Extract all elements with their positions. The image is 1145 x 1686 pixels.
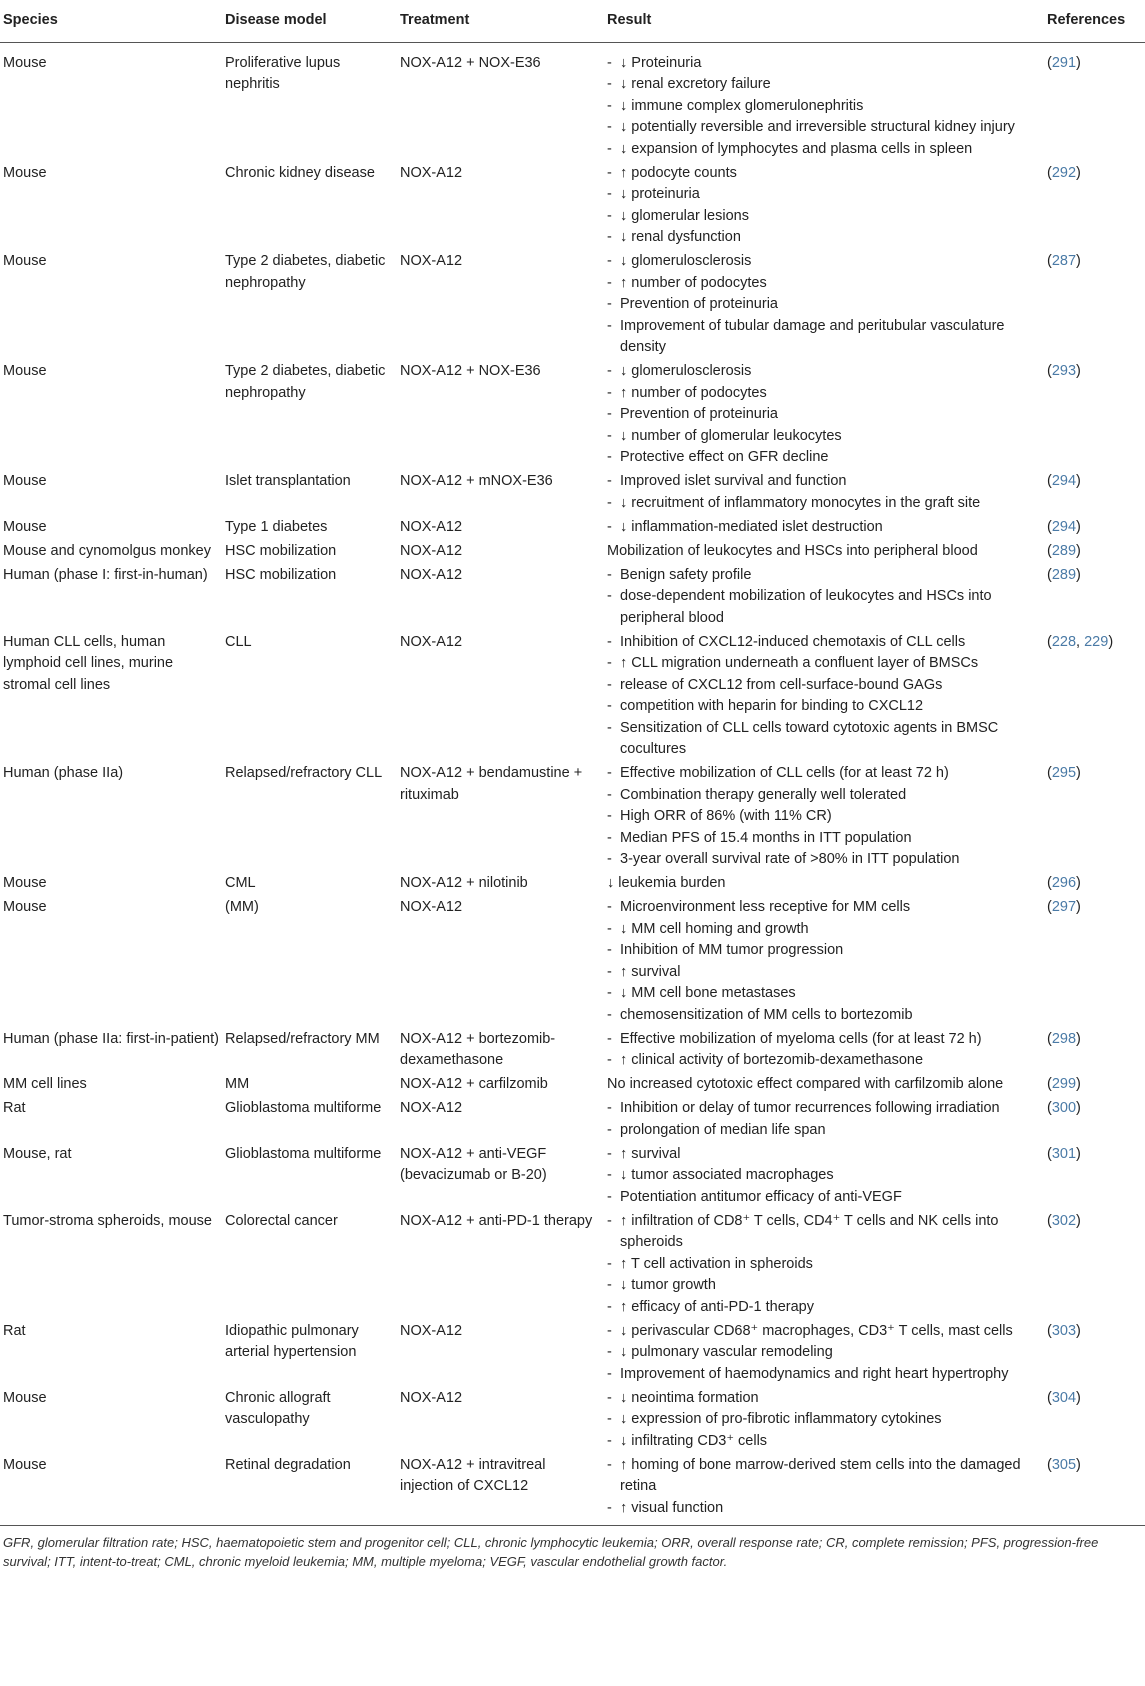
- result-list: [607, 517, 1041, 539]
- result-item: - ↑ clinical activity of bortezomib-dexamethasone: [607, 1050, 1041, 1072]
- result-list: [607, 471, 1041, 514]
- table-row: [0, 360, 1145, 470]
- cell-references: (287): [1047, 253, 1081, 269]
- table-row: [0, 42, 1145, 162]
- cell-species: Human (phase IIa): [3, 765, 124, 781]
- cell-disease-model: Islet transplantation: [225, 473, 351, 489]
- cell-references: (300): [1047, 1100, 1081, 1116]
- cell-treatment: NOX-A12 + anti-VEGF (bevacizumab or B-20): [400, 1145, 547, 1183]
- cell-species: Human CLL cells, human lymphoid cell lines, murine stromal cell lines: [3, 633, 174, 693]
- table-body: [0, 42, 1145, 1525]
- result-item: - dose-dependent mobilization of leukocytes and HSCs into peripheral blood: [607, 586, 1041, 629]
- result-item: - ↓ tumor growth: [607, 1275, 1041, 1297]
- result-item: - ↓ expansion of lymphocytes and plasma cells in spleen: [607, 139, 1041, 161]
- header-result: Result: [607, 12, 652, 28]
- result-item: - chemosensitization of MM cells to bortezomib: [607, 1005, 1041, 1027]
- reference-link[interactable]: 304: [1051, 1389, 1077, 1406]
- cell-species: Mouse: [3, 518, 47, 535]
- cell-disease-model: Chronic kidney disease: [225, 164, 375, 181]
- result-list: [607, 897, 1041, 1026]
- reference-link[interactable]: 289: [1051, 566, 1077, 583]
- result-item: - Median PFS of 15.4 months in ITT population: [607, 828, 1041, 850]
- cell-references: (303): [1047, 1322, 1081, 1339]
- result-item: - Benign safety profile: [607, 565, 1041, 587]
- cell-result: [604, 1028, 1044, 1074]
- result-item: - ↑ efficacy of anti-PD-1 therapy: [607, 1297, 1041, 1319]
- cell-disease-model: CML: [225, 875, 256, 891]
- cell-species: Mouse: [3, 875, 47, 891]
- result-item: - Prevention of proteinuria: [607, 404, 1041, 426]
- cell-result: [604, 470, 1044, 516]
- cell-disease-model: Type 1 diabetes: [225, 518, 328, 535]
- result-item: - ↓ expression of pro-fibrotic inflammatory cytokines: [607, 1409, 1041, 1431]
- reference-link[interactable]: 301: [1051, 1145, 1077, 1162]
- table-row: [0, 1097, 1145, 1143]
- cell-references: (305): [1047, 1456, 1081, 1473]
- reference-link[interactable]: 300: [1051, 1100, 1077, 1116]
- result-item: - Improved islet survival and function: [607, 471, 1041, 493]
- result-item: - High ORR of 86% (with 11% CR): [607, 806, 1041, 828]
- result-list: [607, 1098, 1041, 1141]
- result-item: - Effective mobilization of myeloma cells (for at least 72 h): [607, 1029, 1041, 1051]
- result-item: - ↓ MM cell bone metastases: [607, 983, 1041, 1005]
- table-footnote: GFR, glomerular filtration rate; HSC, haematopoietic stem and progenitor cell; CLL, chronic lymphocytic leukemia; ORR, overall response rate; CR, complete remission; PFS, progression-free survival; ITT, intent-to-treat; CML, chronic myeloid leukemia; MM, multiple myeloma; VEGF, vascular endothelial growth factor.: [3, 1535, 1099, 1569]
- result-item: - ↑ number of podocytes: [607, 383, 1041, 405]
- reference-link[interactable]: 297: [1051, 899, 1077, 915]
- result-item: - Combination therapy generally well tolerated: [607, 785, 1041, 807]
- reference-link[interactable]: 298: [1051, 1030, 1077, 1047]
- result-item: - ↑ homing of bone marrow-derived stem cells into the damaged retina: [607, 1455, 1041, 1498]
- cell-treatment: NOX-A12: [400, 542, 463, 559]
- cell-treatment: NOX-A12 + NOX-E36: [400, 363, 541, 379]
- header-treatment: Treatment: [400, 12, 470, 28]
- result-item: - ↓ inflammation-mediated islet destruction: [607, 517, 1041, 539]
- result-list: [607, 251, 1041, 359]
- cell-disease-model: CLL: [225, 633, 252, 650]
- cell-species: Rat: [3, 1100, 26, 1116]
- result-item: - ↓ tumor associated macrophages: [607, 1165, 1041, 1187]
- cell-treatment: NOX-A12 + nilotinib: [400, 875, 528, 891]
- cell-result: [604, 1210, 1044, 1320]
- cell-disease-model: Colorectal cancer: [225, 1212, 338, 1229]
- result-list: [607, 1029, 1041, 1072]
- cell-species: Human (phase I: first-in-human): [3, 566, 208, 583]
- cell-treatment: NOX-A12: [400, 633, 463, 650]
- cell-result: [604, 360, 1044, 470]
- table-row: [0, 1210, 1145, 1320]
- result-item: - ↓ glomerulosclerosis: [607, 361, 1041, 383]
- cell-species: Mouse: [3, 1456, 47, 1473]
- cell-references: (228, 229): [1047, 633, 1114, 650]
- cell-result: [604, 1097, 1044, 1143]
- cell-result: [604, 1320, 1044, 1387]
- table-row: [0, 631, 1145, 763]
- cell-treatment: NOX-A12 + mNOX-E36: [400, 473, 553, 489]
- cell-species: MM cell lines: [3, 1076, 87, 1092]
- reference-link[interactable]: 295: [1051, 765, 1077, 781]
- cell-disease-model: Glioblastoma multiforme: [225, 1145, 382, 1162]
- table-row: [0, 1073, 1145, 1097]
- cell-disease-model: MM: [225, 1076, 250, 1092]
- result-list: [607, 1455, 1041, 1520]
- result-item: - Prevention of proteinuria: [607, 294, 1041, 316]
- result-item: - ↑ visual function: [607, 1498, 1041, 1520]
- cell-references: (292): [1047, 164, 1081, 181]
- result-item: - ↑ number of podocytes: [607, 273, 1041, 295]
- result-item: - Protective effect on GFR decline: [607, 447, 1041, 469]
- cell-disease-model: Proliferative lupus nephritis: [225, 54, 341, 92]
- cell-references: (293): [1047, 363, 1081, 379]
- table-row: [0, 1028, 1145, 1074]
- table-row: [0, 762, 1145, 872]
- reference-link[interactable]: 228: [1051, 633, 1077, 650]
- result-item: - ↑ CLL migration underneath a confluent layer of BMSCs: [607, 653, 1041, 675]
- result-item: - ↑ survival: [607, 962, 1041, 984]
- table-row: [0, 1320, 1145, 1387]
- result-item: - ↓ perivascular CD68⁺ macrophages, CD3⁺ T cells, mast cells: [607, 1321, 1041, 1343]
- table-row: [0, 516, 1145, 540]
- table-row: [0, 564, 1145, 631]
- cell-treatment: NOX-A12 + bendamustine + rituximab: [400, 765, 583, 803]
- result-item: - Inhibition or delay of tumor recurrences following irradiation: [607, 1098, 1041, 1120]
- cell-result: [604, 540, 1044, 564]
- result-item: - ↓ recruitment of inflammatory monocytes in the graft site: [607, 493, 1041, 515]
- result-item: - Inhibition of CXCL12-induced chemotaxis of CLL cells: [607, 632, 1041, 654]
- reference-link[interactable]: 287: [1051, 253, 1077, 269]
- result-item: No increased cytotoxic effect compared with carfilzomib alone: [607, 1076, 1004, 1092]
- cell-treatment: NOX-A12 + NOX-E36: [400, 54, 541, 71]
- cell-disease-model: Retinal degradation: [225, 1456, 351, 1473]
- cell-references: (296): [1047, 875, 1081, 891]
- cell-references: (297): [1047, 899, 1081, 915]
- result-item: - ↑ podocyte counts: [607, 163, 1041, 185]
- cell-references: (289): [1047, 566, 1081, 583]
- cell-result: [604, 516, 1044, 540]
- cell-result: [604, 1454, 1044, 1526]
- result-list: [607, 361, 1041, 469]
- cell-disease-model: Idiopathic pulmonary arterial hypertension: [225, 1322, 359, 1360]
- table-row: [0, 540, 1145, 564]
- cell-disease-model: (MM): [225, 899, 259, 915]
- result-list: [607, 873, 1041, 895]
- reference-link[interactable]: 294: [1051, 518, 1077, 535]
- result-item: - 3-year overall survival rate of >80% in ITT population: [607, 849, 1041, 871]
- reference-link[interactable]: 296: [1051, 875, 1077, 891]
- table-row: [0, 1143, 1145, 1210]
- table-header-row: [0, 0, 1145, 42]
- table-row: [0, 896, 1145, 1028]
- result-item: - ↓ pulmonary vascular remodeling: [607, 1342, 1041, 1364]
- cell-result: [604, 631, 1044, 763]
- result-item: - ↓ number of glomerular leukocytes: [607, 426, 1041, 448]
- result-item: - Improvement of tubular damage and peritubular vasculature density: [607, 316, 1041, 359]
- result-item: - ↓ Proteinuria: [607, 53, 1041, 75]
- cell-treatment: NOX-A12: [400, 164, 463, 181]
- cell-disease-model: Chronic allograft vasculopathy: [225, 1389, 331, 1427]
- result-item: - Microenvironment less receptive for MM cells: [607, 897, 1041, 919]
- cell-species: Mouse: [3, 363, 47, 379]
- result-item: - ↓ MM cell homing and growth: [607, 919, 1041, 941]
- cell-treatment: NOX-A12: [400, 253, 463, 269]
- result-item: - ↓ renal dysfunction: [607, 227, 1041, 249]
- result-list: [607, 163, 1041, 249]
- cell-result: [604, 564, 1044, 631]
- result-item: - ↑ infiltration of CD8⁺ T cells, CD4⁺ T cells and NK cells into spheroids: [607, 1211, 1041, 1254]
- table-row: [0, 250, 1145, 360]
- cell-species: Rat: [3, 1322, 26, 1339]
- cell-references: (298): [1047, 1030, 1081, 1047]
- cell-species: Mouse: [3, 54, 47, 71]
- result-item: Mobilization of leukocytes and HSCs into peripheral blood: [607, 542, 978, 559]
- cell-disease-model: HSC mobilization: [225, 566, 337, 583]
- reference-link[interactable]: 292: [1051, 164, 1077, 181]
- reference-link[interactable]: 294: [1051, 473, 1077, 489]
- result-item: - ↓ infiltrating CD3⁺ cells: [607, 1431, 1041, 1453]
- cell-treatment: NOX-A12 + bortezomib-dexamethasone: [400, 1030, 556, 1068]
- cell-result: [604, 1073, 1044, 1097]
- cell-species: Mouse: [3, 164, 47, 181]
- cell-disease-model: Glioblastoma multiforme: [225, 1100, 382, 1116]
- result-item: - competition with heparin for binding to CXCL12: [607, 696, 1041, 718]
- result-item: - ↓ neointima formation: [607, 1388, 1041, 1410]
- header-references: References: [1047, 12, 1126, 28]
- result-list: [607, 565, 1041, 630]
- result-item: ↓ leukemia burden: [607, 875, 726, 891]
- result-item: - Potentiation antitumor efficacy of anti-VEGF: [607, 1187, 1041, 1209]
- cell-references: (294): [1047, 473, 1081, 489]
- cell-result: [604, 1387, 1044, 1454]
- result-item: - ↓ glomerulosclerosis: [607, 251, 1041, 273]
- cell-species: Mouse: [3, 473, 47, 489]
- result-item: - ↑ T cell activation in spheroids: [607, 1254, 1041, 1276]
- reference-link[interactable]: 303: [1051, 1322, 1077, 1339]
- result-item: - Inhibition of MM tumor progression: [607, 940, 1041, 962]
- reference-link[interactable]: 305: [1051, 1456, 1077, 1473]
- cell-treatment: NOX-A12: [400, 1389, 463, 1406]
- cell-species: Mouse, rat: [3, 1145, 72, 1162]
- cell-references: (294): [1047, 518, 1081, 535]
- cell-treatment: NOX-A12 + intravitreal injection of CXCL12: [400, 1456, 546, 1494]
- result-list: [607, 1321, 1041, 1386]
- cell-references: (295): [1047, 765, 1081, 781]
- result-list: [607, 1211, 1041, 1319]
- result-item: - Sensitization of CLL cells toward cytotoxic agents in BMSC cocultures: [607, 718, 1041, 761]
- cell-references: (291): [1047, 54, 1081, 71]
- table-row: [0, 1387, 1145, 1454]
- header-species: Species: [3, 12, 58, 28]
- result-item: - ↓ proteinuria: [607, 184, 1041, 206]
- cell-result: [604, 872, 1044, 896]
- cell-treatment: NOX-A12: [400, 566, 463, 583]
- cell-species: Mouse and cynomolgus monkey: [3, 542, 211, 559]
- cell-treatment: NOX-A12 + carfilzomib: [400, 1076, 548, 1092]
- reference-link[interactable]: 293: [1051, 363, 1077, 379]
- cell-result: [604, 896, 1044, 1028]
- cell-disease-model: Type 2 diabetes, diabetic nephropathy: [225, 253, 386, 291]
- reference-link[interactable]: 289: [1051, 542, 1077, 559]
- cell-references: (304): [1047, 1389, 1081, 1406]
- result-list: [607, 632, 1041, 761]
- result-item: - Effective mobilization of CLL cells (for at least 72 h): [607, 763, 1041, 785]
- table-row: [0, 1454, 1145, 1526]
- result-item: - Improvement of haemodynamics and right heart hypertrophy: [607, 1364, 1041, 1386]
- cell-references: (289): [1047, 542, 1081, 559]
- cell-result: [604, 42, 1044, 162]
- cell-disease-model: Relapsed/refractory MM: [225, 1030, 380, 1047]
- result-list: [607, 53, 1041, 161]
- header-disease-model: Disease model: [225, 12, 327, 28]
- cell-result: [604, 162, 1044, 251]
- result-list: [607, 1144, 1041, 1209]
- cell-references: (299): [1047, 1076, 1081, 1092]
- result-item: - ↓ renal excretory failure: [607, 74, 1041, 96]
- cell-disease-model: HSC mobilization: [225, 542, 337, 559]
- cell-result: [604, 250, 1044, 360]
- cell-treatment: NOX-A12: [400, 1100, 463, 1116]
- result-item: - ↓ glomerular lesions: [607, 206, 1041, 228]
- reference-link[interactable]: 302: [1051, 1212, 1077, 1229]
- result-item: - prolongation of median life span: [607, 1120, 1041, 1142]
- cell-treatment: NOX-A12: [400, 1322, 463, 1339]
- reference-link[interactable]: 291: [1051, 54, 1077, 71]
- result-item: - ↓ potentially reversible and irreversible structural kidney injury: [607, 117, 1041, 139]
- result-list: [607, 1074, 1041, 1096]
- cell-result: [604, 1143, 1044, 1210]
- cell-species: Human (phase IIa: first-in-patient): [3, 1030, 219, 1047]
- cell-species: Mouse: [3, 253, 47, 269]
- cell-references: (301): [1047, 1145, 1081, 1162]
- result-list: [607, 763, 1041, 871]
- table-row: [0, 162, 1145, 251]
- cell-species: Mouse: [3, 1389, 47, 1406]
- table-row: [0, 470, 1145, 516]
- cell-disease-model: Type 2 diabetes, diabetic nephropathy: [225, 363, 386, 401]
- reference-link[interactable]: 229: [1084, 633, 1109, 650]
- result-list: [607, 1388, 1041, 1453]
- result-list: [607, 541, 1041, 563]
- result-item: - ↑ survival: [607, 1144, 1041, 1166]
- reference-link[interactable]: 299: [1051, 1076, 1077, 1092]
- cell-result: [604, 762, 1044, 872]
- cell-disease-model: Relapsed/refractory CLL: [225, 765, 383, 781]
- result-item: - ↓ immune complex glomerulonephritis: [607, 96, 1041, 118]
- cell-species: Tumor-stroma spheroids, mouse: [3, 1212, 212, 1229]
- cell-treatment: NOX-A12: [400, 899, 463, 915]
- cell-treatment: NOX-A12: [400, 518, 463, 535]
- cell-treatment: NOX-A12 + anti-PD-1 therapy: [400, 1212, 593, 1229]
- result-item: - release of CXCL12 from cell-surface-bound GAGs: [607, 675, 1041, 697]
- cell-species: Mouse: [3, 899, 47, 915]
- cell-references: (302): [1047, 1212, 1081, 1229]
- table-row: [0, 872, 1145, 896]
